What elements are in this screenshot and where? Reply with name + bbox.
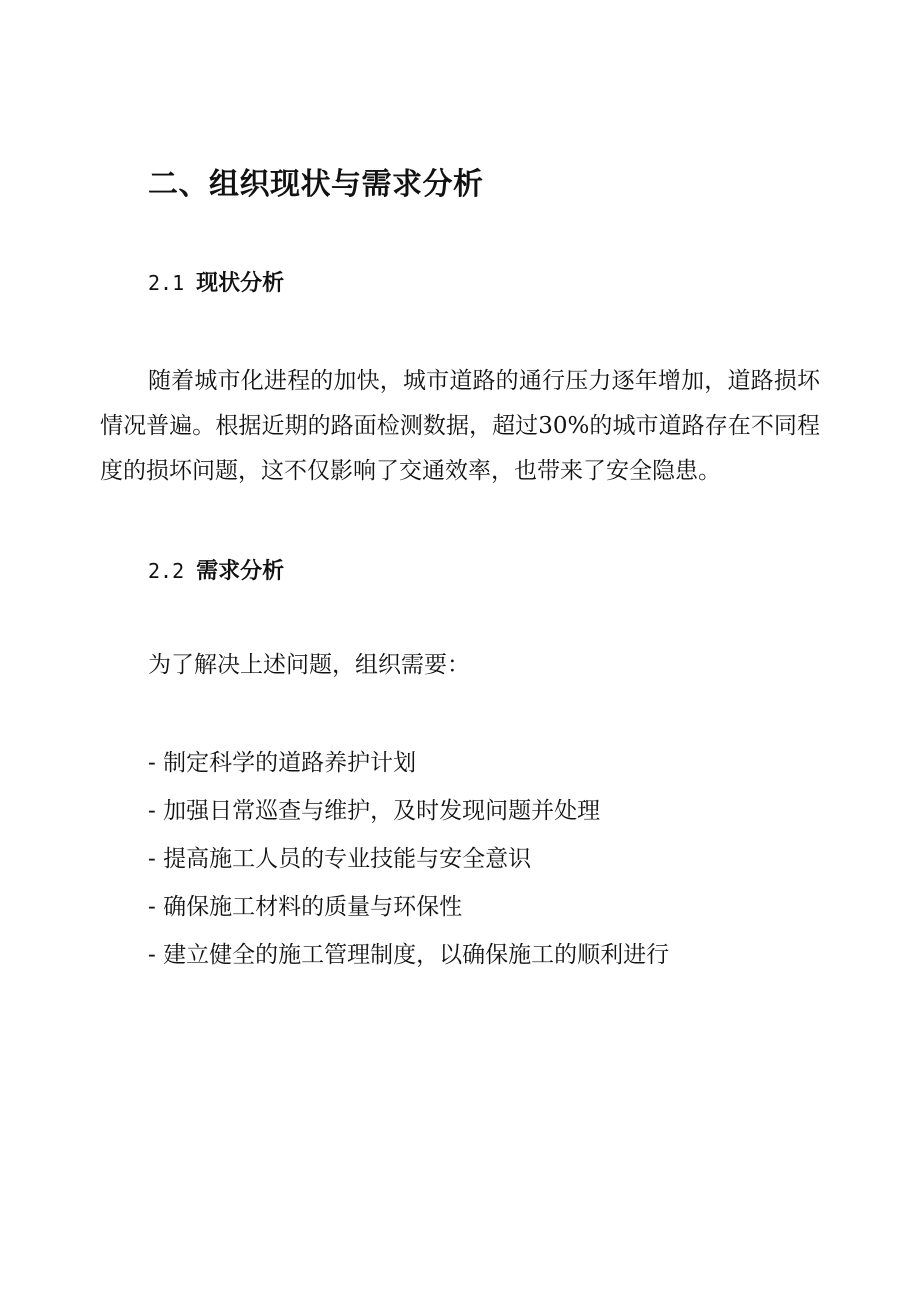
- list-item: - 加强日常巡查与维护，及时发现问题并处理: [148, 798, 601, 824]
- current-status-paragraph: 随着城市化进程的加快，城市道路的通行压力逐年增加，道路损坏情况普遍。根据近期的路面检测数据，超过30%的城市道路存在不同程度的损坏问题，这不仅影响了交通效率，也带来了安全隐患。: [100, 368, 820, 484]
- requirements-list: [148, 739, 669, 979]
- section-heading-needs-analysis: [148, 555, 284, 588]
- list-item: - 建立健全的施工管理制度，以确保施工的顺利进行: [148, 942, 670, 968]
- needs-intro: 为了解决上述问题，组织需要：: [148, 652, 470, 678]
- list-item: - 提高施工人员的专业技能与安全意识: [148, 846, 532, 872]
- section-title: 现状分析: [196, 271, 285, 296]
- section-title: 需求分析: [196, 559, 285, 584]
- section-number: 2.1: [148, 271, 185, 295]
- list-item: - 制定科学的道路养护计划: [148, 750, 417, 776]
- section-number: 2.2: [148, 559, 185, 583]
- list-item: - 确保施工材料的质量与环保性: [148, 894, 463, 920]
- section-heading-current-status: [148, 267, 284, 300]
- chapter-title: 二、组织现状与需求分析: [148, 167, 484, 202]
